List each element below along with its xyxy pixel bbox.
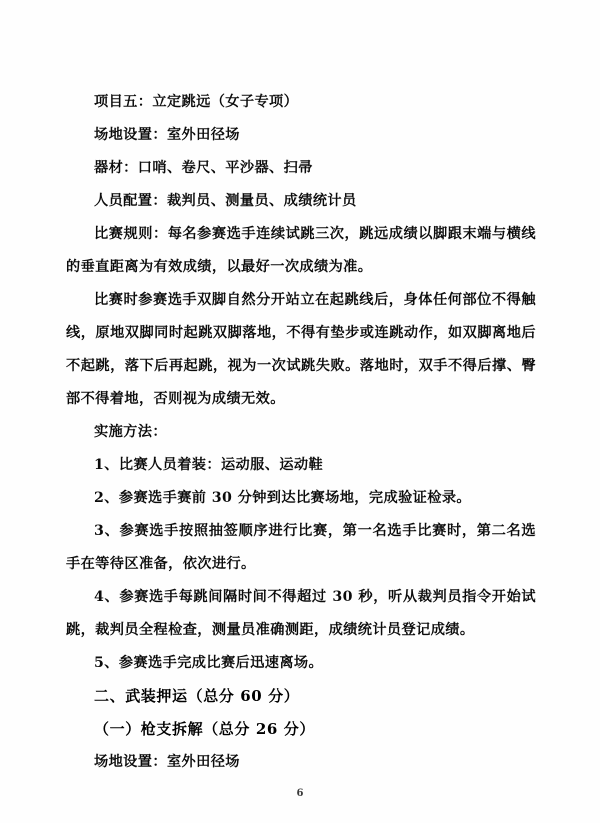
paragraph-item-3: 3、参赛选手按照抽签顺序进行比赛，第一名选手比赛时，第二名选手在等待区准备，依次进行。 bbox=[66, 523, 536, 572]
paragraph-equipment: 器材：口哨、卷尺、平沙器、扫帚 bbox=[94, 160, 313, 176]
page-number: 6 bbox=[296, 788, 304, 799]
paragraph-item-1: 1、比赛人员着装：运动服、运动鞋 bbox=[94, 457, 324, 473]
paragraph-venue-setup: 场地设置：室外田径场 bbox=[94, 127, 240, 143]
paragraph-competition-rules: 比赛规则：每名参赛选手连续试跳三次，跳远成绩以脚跟末端与横线的垂直距离为有效成绩，以最好一次成绩为准。 bbox=[66, 226, 536, 275]
heading-section-two: 二、武装押运（总分 60 分） bbox=[94, 687, 300, 705]
paragraph-implementation-heading: 实施方法： bbox=[94, 424, 167, 440]
paragraph-item-4: 4、参赛选手每跳间隔时间不得超过 30 秒，听从裁判员指令开始试跳，裁判员全程检查，测量员准确测距，成绩统计员登记成绩。 bbox=[66, 589, 536, 638]
document-text-body bbox=[66, 86, 536, 779]
paragraph-venue-setup-2: 场地设置：室外田径场 bbox=[94, 754, 240, 770]
paragraph-competition-details: 比赛时参赛选手双脚自然分开站立在起跳线后，身体任何部位不得触线，原地双脚同时起跳双脚落地，不得有垫步或连跳动作，如双脚离地后不起跳，落下后再起跳，视为一次试跳失败。落地时，双手不得后撑、臀部不得着地，否则视为成绩无效。 bbox=[66, 292, 536, 407]
paragraph-item-5: 5、参赛选手完成比赛后迅速离场。 bbox=[94, 655, 324, 671]
paragraph-project-title: 项目五：立定跳远（女子专项） bbox=[94, 94, 299, 110]
heading-subsection-one: （一）枪支拆解（总分 26 分） bbox=[94, 720, 315, 738]
paragraph-personnel: 人员配置：裁判员、测量员、成绩统计员 bbox=[94, 193, 357, 209]
paragraph-item-2: 2、参赛选手赛前 30 分钟到达比赛场地，完成验证检录。 bbox=[94, 490, 472, 506]
